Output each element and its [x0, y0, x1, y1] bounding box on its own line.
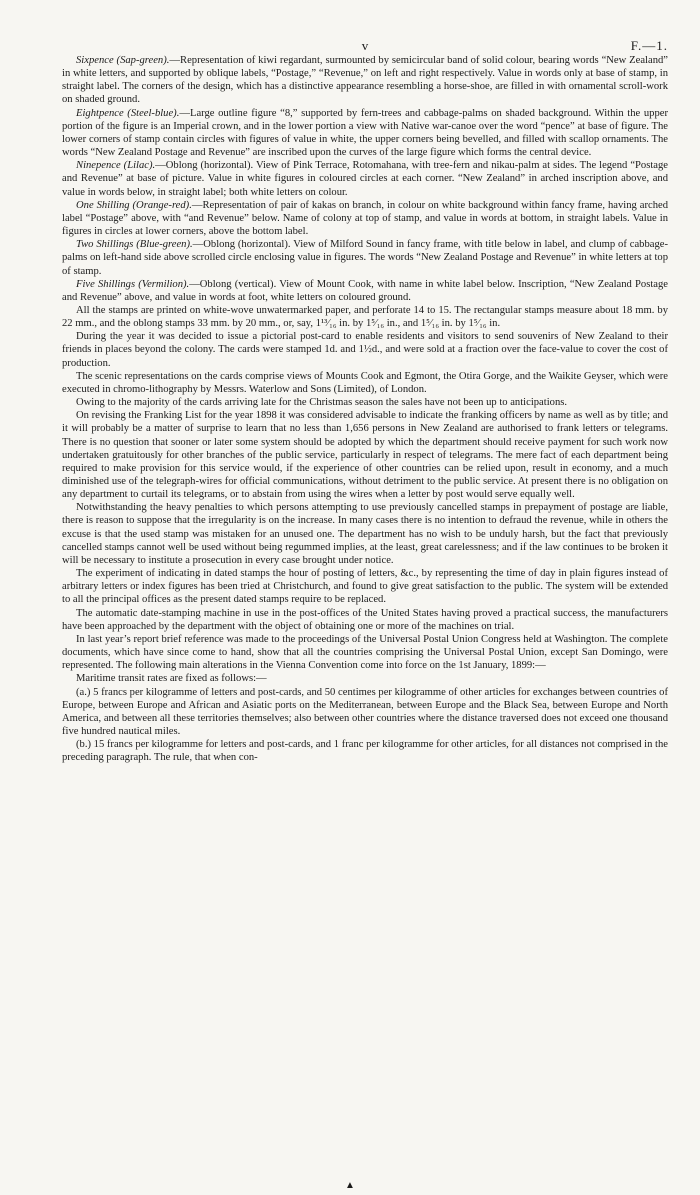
paragraph-one-shilling: [62, 199, 668, 238]
paragraph-ninepence: [62, 159, 668, 198]
paragraph-post-card: During the year it was decided to issue a pictorial post-card to enable residents and visitors to send souvenirs of New Zealand to their friends in places beyond the colony. The cards were stamped 1d. and 1½d., and were sold at a fraction over the face-value to cover the cost of production.: [62, 331, 668, 369]
paragraph-title: Sixpence (Sap-green).: [76, 55, 170, 66]
paragraph-text: —Oblong (vertical). View of Mount Cook, with name in white label below. Inscription, “New Zealand Postage and Revenue” above, and value in words at foot, white letters on coloured ground.: [62, 278, 668, 303]
paragraph-cancelled-stamps: Notwithstanding the heavy penalties to which persons attempting to use previously cancelled stamps in prepayment of postage are liable, there is reason to suppose that the irregularity is on the increase. In many cases there is no intention to defraud the revenue, while in others the excuse is that the used stamp was mistaken for an unused one. The department has no wish to be unduly harsh, but the fact that previously cancelled stamps cannot well be used without being regummed implies, at the least, great carelessness; and if the law continues to be broken it will be necessary to institute a prosecution in every case brought under notice.: [62, 502, 668, 566]
paragraph-rate-a: (a.) 5 francs per kilogramme of letters and post-cards, and 50 centimes per kilogramme of other articles for exchanges between countries of Europe, between Europe and African and Asiatic ports on the Mediterranean, between Europe and the Black Sea, between Europe and North America, and between all these territories themselves; also between other countries where the distance traversed does not exceed one thousand five hundred nautical miles.: [62, 686, 668, 737]
paragraph-scenic-cards: The scenic representations on the cards comprise views of Mounts Cook and Egmont, the Otira Gorge, and the Waikite Geyser, which were executed in chromo-lithography by Messrs. Waterlow and Sons (Limited), of London.: [62, 370, 668, 395]
paragraph-franking-list: On revising the Franking List for the year 1898 it was considered advisable to indicate the franking officers by name as well as by title; and it will probably be a matter of surprise to learn that no less than 1,656 persons in New Zealand are authorised to frank letters or telegrams. There is no question that sooner or later some system should be adopted by which the department should receive payment for such work now undertaken gratuitously for other branches of the public service, particularly in respect of telegrams. The mere fact of each department being required to make provision for this service would, if the experience of other countries can be relied upon, result in economy, and a much diminished use of the telegraph-wires for official communications, without detriment to the public service. At present there is no obligation on any department to curtail its telegrams, or to abstain from using the wires when a letter by post would serve equally well.: [62, 410, 668, 501]
paragraph-rate-b: (b.) 15 francs per kilogramme for letters and post-cards, and 1 franc per kilogramme for other articles, for all distances not comprised in the preceding paragraph. The rule, that when con-: [62, 739, 668, 764]
paragraph-title: Ninepence (Lilac).: [76, 160, 156, 172]
paragraph-eightpence: [62, 107, 668, 160]
paragraph-title: Five Shillings (Vermilion).: [76, 278, 190, 290]
document-reference: F.—1.: [630, 38, 668, 53]
paragraph-title: One Shilling (Orange-red).: [76, 199, 192, 211]
paragraph-stamp-paper: All the stamps are printed on white-wove unwatermarked paper, and perforate 14 to 15. The rectangular stamps measure about 18 mm. by 22 mm., and the oblong stamps 33 mm. by 20 mm., or, say, 1¹³⁄₁₆ in. by 1⁵⁄₁₆ in., and 1⁵⁄₁₆ in. by 1⁵⁄₁₆ in.: [62, 304, 668, 330]
paragraph-date-stamping-machine: The automatic date-stamping machine in use in the post-offices of the United States having proved a practical success, the manufacturers have been approached by the department with the object of obtaining one or more of the machines on trial.: [62, 607, 668, 632]
document-body: [62, 54, 668, 764]
paragraph-text: —Large outline figure “8,” supported by fern-trees and cabbage-palms on shaded background. Within the upper portion of the figure is an Imperial crown, and in the lower portion a view with Native war-canoe over the word “pence” at base of figure. The lower corners of stamp contain circles with figures of value in white, the upper corners being bevelled, and filled with scallop ornaments. The words “New Zealand Postage and Revenue” are inscribed upon the curves of the large figure which forms the central device.: [62, 107, 668, 159]
paragraph-postal-union: In last year’s report brief reference was made to the proceedings of the Universal Postal Union Congress held at Washington. The complete documents, which have since come to hand, show that all the countries comprising the Universal Postal Union, except San Domingo, were represented. The following main alterations in the Vienna Convention come into force on the 1st January, 1899:—: [62, 633, 668, 672]
paragraph-card-sales: Owing to the majority of the cards arriving late for the Christmas season the sales have not been up to anticipations.: [76, 397, 568, 409]
paragraph-text: —Oblong (horizontal). View of Milford Sound in fancy frame, with title below in label, and clump of cabbage-palms on left-hand side above scrolled circle enclosing value in figures. The words “New Zealand Postage and Revenue” in white letters at top of stamp.: [62, 239, 668, 277]
paragraph-dated-stamps: The experiment of indicating in dated stamps the hour of posting of letters, &c., by representing the time of day in plain figures instead of arbitrary letters or index figures has been tried at Christchurch, and found to give great satisfaction to the public. The system will be extended to all the principal offices as the present dated stamps require to be replaced.: [62, 568, 668, 606]
paragraph-text: —Oblong (horizontal). View of Pink Terrace, Rotomahana, with tree-fern and nikau-palm at sides. The legend “Postage and Revenue” at base of picture. Value in white figures in coloured circles at each corner. “New Zealand” in arched inscription above, and value in words below, in straight label; both white letters on colour.: [62, 160, 668, 198]
paragraph-five-shillings: [62, 278, 668, 304]
paragraph-two-shillings: [62, 238, 668, 277]
paragraph-maritime-rates: Maritime transit rates are fixed as follows:—: [76, 673, 267, 685]
page-number: v: [361, 38, 369, 53]
page-header: [62, 30, 668, 54]
paragraph-title: Eightpence (Steel-blue).: [76, 107, 180, 119]
paragraph-text: —Representation of kiwi regardant, surmounted by semicircular band of solid colour, bearing words “New Zealand” in white letters, and supported by oblique labels, “Postage,” “Revenue,” on left and right respectively. Value in words only at base of stamp, in straight label. The corners of the design, which has a distinctive appearance resembling a horse-shoe, are filled in with ornamental scroll-work on shaded ground.: [62, 55, 668, 106]
paragraph-sixpence: [62, 54, 668, 107]
paragraph-title: Two Shillings (Blue-green).: [76, 239, 193, 251]
paragraph-text: —Representation of pair of kakas on branch, in colour on white background within fancy frame, having arched label “Postage” above, with “and Revenue” below. Name of colony at top of stamp, and value in words at bottom, in straight labels. Value in figures in circles at lower corners, above the bottom label.: [62, 199, 668, 238]
footer-mark: ▲: [345, 1180, 355, 1191]
